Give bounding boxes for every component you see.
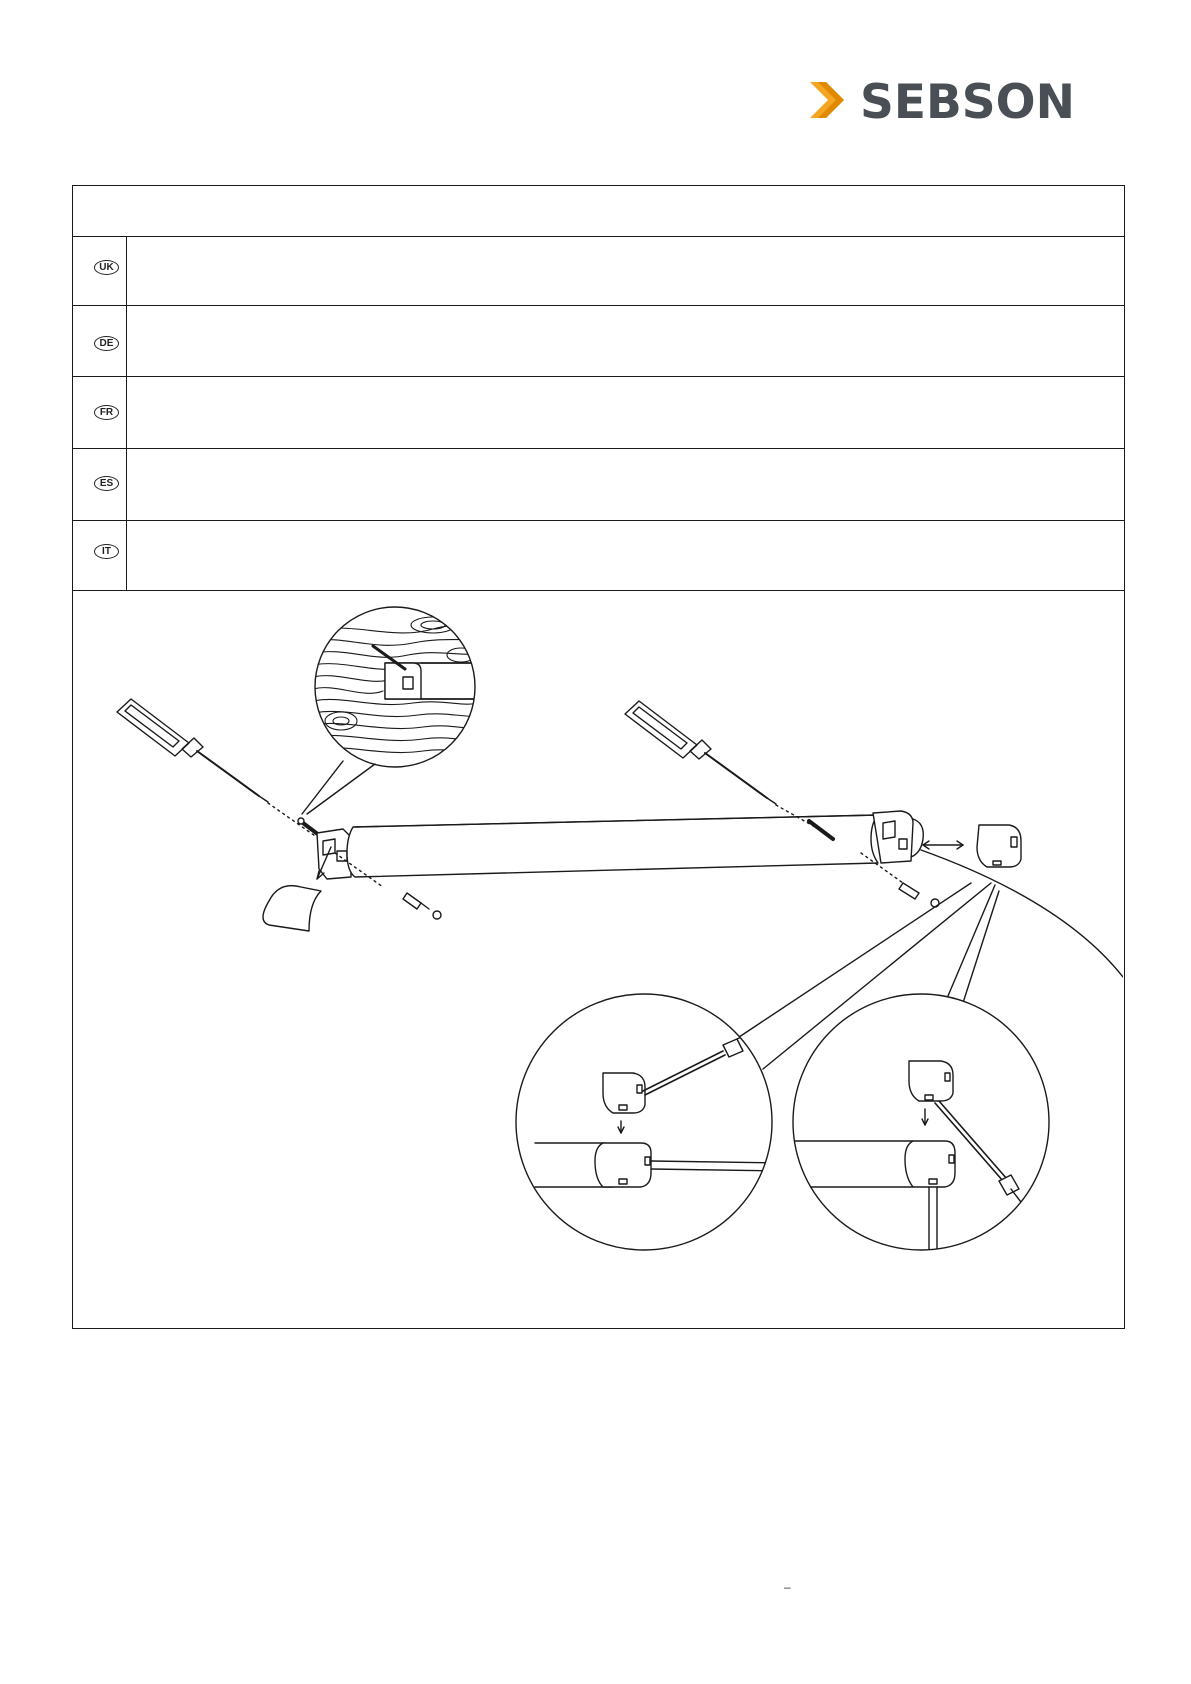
lang-cell	[73, 377, 127, 448]
lang-badge-it: IT	[94, 544, 119, 559]
lang-cell	[73, 449, 127, 520]
lang-row-de	[73, 306, 1124, 377]
screwdriver-icon	[117, 699, 338, 852]
lang-row-fr	[73, 377, 1124, 449]
end-cap	[923, 825, 1021, 867]
lang-row-es	[73, 449, 1124, 521]
installation-illustration	[73, 591, 1124, 1328]
brand-logo	[808, 74, 1075, 132]
chevron-logo-icon	[808, 78, 850, 122]
cap-removal-detail	[513, 991, 783, 1261]
brand-name: SEBSON	[860, 75, 1075, 130]
wood-surface-detail	[302, 605, 485, 814]
instruction-table	[72, 185, 1125, 1329]
table-header-row	[73, 186, 1124, 237]
lang-row-it	[73, 521, 1124, 591]
screw-icon	[298, 818, 319, 835]
cable-arc	[921, 850, 1123, 977]
light-bar	[317, 811, 923, 879]
lang-row-uk	[73, 237, 1124, 306]
lang-badge-es: ES	[94, 476, 119, 491]
page-number: –	[784, 1580, 791, 1594]
cap-removal-detail	[790, 991, 1060, 1261]
lang-badge-uk: UK	[94, 260, 119, 275]
lang-badge-fr: FR	[94, 405, 119, 420]
lang-cell	[73, 521, 127, 590]
lang-badge-de: DE	[94, 336, 119, 351]
lang-cell	[73, 306, 127, 376]
lang-cell	[73, 237, 127, 305]
